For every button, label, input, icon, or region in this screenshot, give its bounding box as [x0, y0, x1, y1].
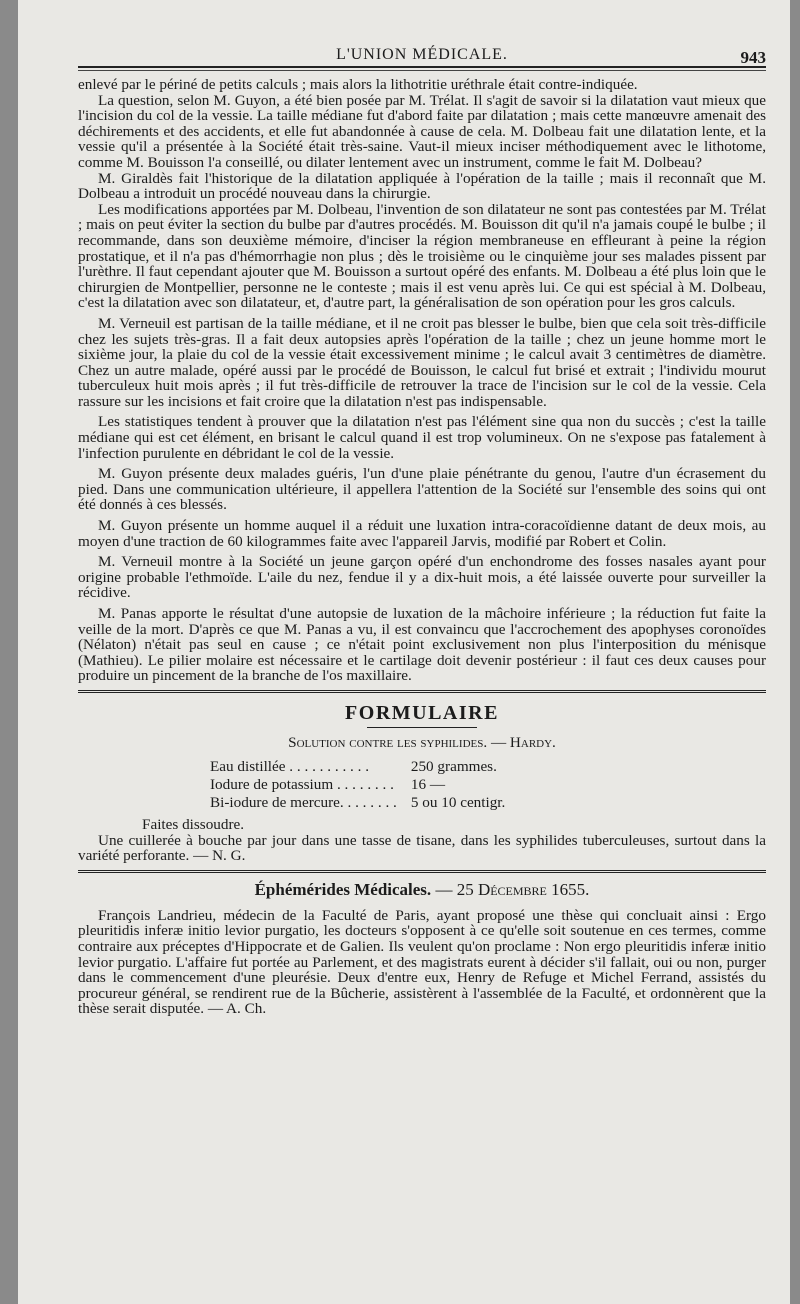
recipe-instruction: Faites dissoudre.	[142, 815, 245, 833]
formulaire-heading: FORMULAIRE	[345, 701, 499, 724]
ingredient-row	[210, 758, 505, 776]
paragraph-4: Les modifications apportées par M. Dolbeau, l'invention de son dilatateur ne sont pas contestées par M. Trélat ; mais on peut éviter la section du bulbe par d'autres procédés. M. Bouisson dit qu'il n'a jamais coupé le bulbe ; il recommande, dans son deuxième mémoire, d'inciser la région membraneuse en effleurant à peine la région prostatique, et il n'a pas d'hémorrhagie non plus ; dès le troisième ou le cinquième jour ses malades pissent par l'urèthre. Il faut cependant ajouter que M. Bouisson a surtout opéré des enfants. M. Dolbeau a été plus loin que le chirurgien de Montpellier, personne ne le conteste ; mais il est venu après lui. Ce qui est spécial à M. Dolbeau, c'est la dilatation avec son dilatateur, et, d'autre part, la généralisation de son opération pour les gros calculs.	[78, 200, 766, 312]
ephemerides-text: François Landrieu, médecin de la Faculté de Paris, ayant proposé une thèse qui concluait ainsi : Ergo pleuritidis inferæ initio levior purgatio, les docteurs s'opposent à ce qu'elle soit soutenue en ces termes, comme contraire aux préceptes d'Hippocrate et de Galien. Ils veulent qu'on proclame : Non ergo pleuritidis inferæ initio levior purgatio. L'affaire fut portée au Parlement, et des magistrats eurent à décider s'il fallait, oui ou non, purger dans le commencement d'une pleurésie. Deux d'entre eux, Henry de Refuge et Michel Ferrand, assistés du procureur général, se rendirent rue de la Bûcherie, assistèrent à l'assemblée de la Faculté, et ordonnèrent que la thèse serait disputée. — A. Ch.	[78, 906, 766, 1018]
ephemerides-heading	[78, 880, 766, 900]
ingredient-name: Bi-iodure de mercure. . . . . . . .	[210, 793, 397, 811]
ingredient-name: Eau distillée . . . . . . . . . . .	[210, 757, 370, 775]
section-divider	[78, 690, 766, 696]
recipe-ingredients	[210, 758, 505, 812]
paragraph-1: enlevé par le périné de petits calculs ; mais alors la lithotritie uréthrale était contre-indiquée.	[78, 76, 638, 93]
recipe-usage: Une cuillerée à bouche par jour dans une tasse de tisane, dans les syphilides tuberculeuses, surtout dans la variété perforante. — N. G.	[78, 831, 766, 865]
paragraph-10: M. Panas apporte le résultat d'une autopsie de luxation de la mâchoire inférieure ; la réduction fut faite la veille de la mort. D'après ce que M. Panas a vu, il est convaincu que l'accrochement des apophyses coronoïdes (Nélaton) n'était pas seul en cause ; ce n'était point exclusivement non plus l'interposition du ménisque (Mathieu). Le pilier molaire est nécessaire et le cartilage doit devenir postérieur : il faut ces deux causes pour produire un pincement de la branche de l'os maxillaire.	[78, 605, 766, 685]
page-number: 943	[740, 48, 766, 67]
ingredient-row	[210, 794, 505, 812]
journal-title: L'UNION MÉDICALE.	[336, 46, 508, 63]
paragraph-8: M. Guyon présente un homme auquel il a réduit une luxation intra-coracoïdienne datant de deux mois, au moyen d'une traction de 60 kilogrammes faite avec l'appareil Jarvis, modifié par Robert et Colin.	[78, 517, 766, 550]
page	[18, 0, 790, 1304]
header-rule	[78, 70, 766, 71]
ingredient-quantity: 250 grammes.	[410, 757, 497, 775]
paragraph-9: M. Verneuil montre à la Société un jeune garçon opéré d'un enchondrome des fosses nasales ayant pour origine probable l'ethmoïde. L'aile du nez, fendue il y a dix-huit mois, a été laissée ouverte pour surveiller la récidive.	[78, 553, 766, 602]
paragraph-7: M. Guyon présente deux malades guéris, l'un d'une plaie pénétrante du genou, l'autre d'un écrasement du pied. Dans une communication ultérieure, il appellera l'attention de la Société sur l'ensemble des soins qui ont été donnés à ces blessés.	[78, 465, 766, 514]
paragraph-6: Les statistiques tendent à prouver que la dilatation n'est pas l'élément sine qua non du succès ; c'est la taille médiane qui est cet élément, en brisant le calcul quand il est trop volumineux. On ne s'expose pas fatalement à l'infection purulente en débridant le col de la vessie.	[78, 413, 766, 462]
ingredient-name: Iodure de potassium . . . . . . . .	[210, 775, 394, 793]
ephemerides-date: — 25 Décembre 1655.	[435, 879, 590, 899]
ingredient-row	[210, 776, 505, 794]
heading-underline	[367, 727, 477, 728]
running-header	[78, 40, 766, 68]
ingredient-quantity: 5 ou 10 centigr.	[410, 793, 506, 811]
paragraph-3: M. Giraldès fait l'historique de la dilatation appliquée à l'opération de la taille ; mais il reconnaît que M. Dolbeau a introduit un procédé nouveau dans la chirurgie.	[78, 169, 766, 203]
ingredient-quantity: 16 —	[410, 775, 446, 793]
recipe-title: Solution contre les syphilides. — Hardy.	[288, 733, 556, 751]
paragraph-2: La question, selon M. Guyon, a été bien posée par M. Trélat. Il s'agit de savoir si la dilatation vaut mieux que l'incision du col de la vessie. La taille médiane fut d'abord faite par dilatation ; mais cette manœuvre amenait des déchirements et des accidents, et elle fut abandonnée à cause de cela. M. Dolbeau fait une dilatation lente, et la vessie qu'il a présentée à la Société était très-saine. Vaut-il mieux inciser méthodiquement avec le lithotome, comme M. Bouisson l'a conseillé, ou dilater lentement avec un instrument, comme le fait M. Dolbeau?	[78, 91, 766, 171]
ephemerides-title: Éphémérides Médicales.	[254, 879, 432, 899]
section-divider	[78, 870, 766, 876]
paragraph-5: M. Verneuil est partisan de la taille médiane, et il ne croit pas blesser le bulbe, bien que cela soit très-difficile chez les sujets très-gras. Il a fait deux autopsies après l'opération de la taille ; chez un jeune homme mort le sixième jour, la plaie du col de la vessie était excessivement minime ; le calcul avait 3 centimètres de diamètre. Chez un autre malade, opéré aussi par le procédé de Bouisson, le calcul fut brisé et extrait ; l'individu mourut tuberculeux huit mois après ; il fut très-difficile de retrouver la trace de l'incision sur le col de la vessie. Cela rassure sur les incisions et fait croire que la dilatation n'est pas indispensable.	[78, 314, 766, 410]
